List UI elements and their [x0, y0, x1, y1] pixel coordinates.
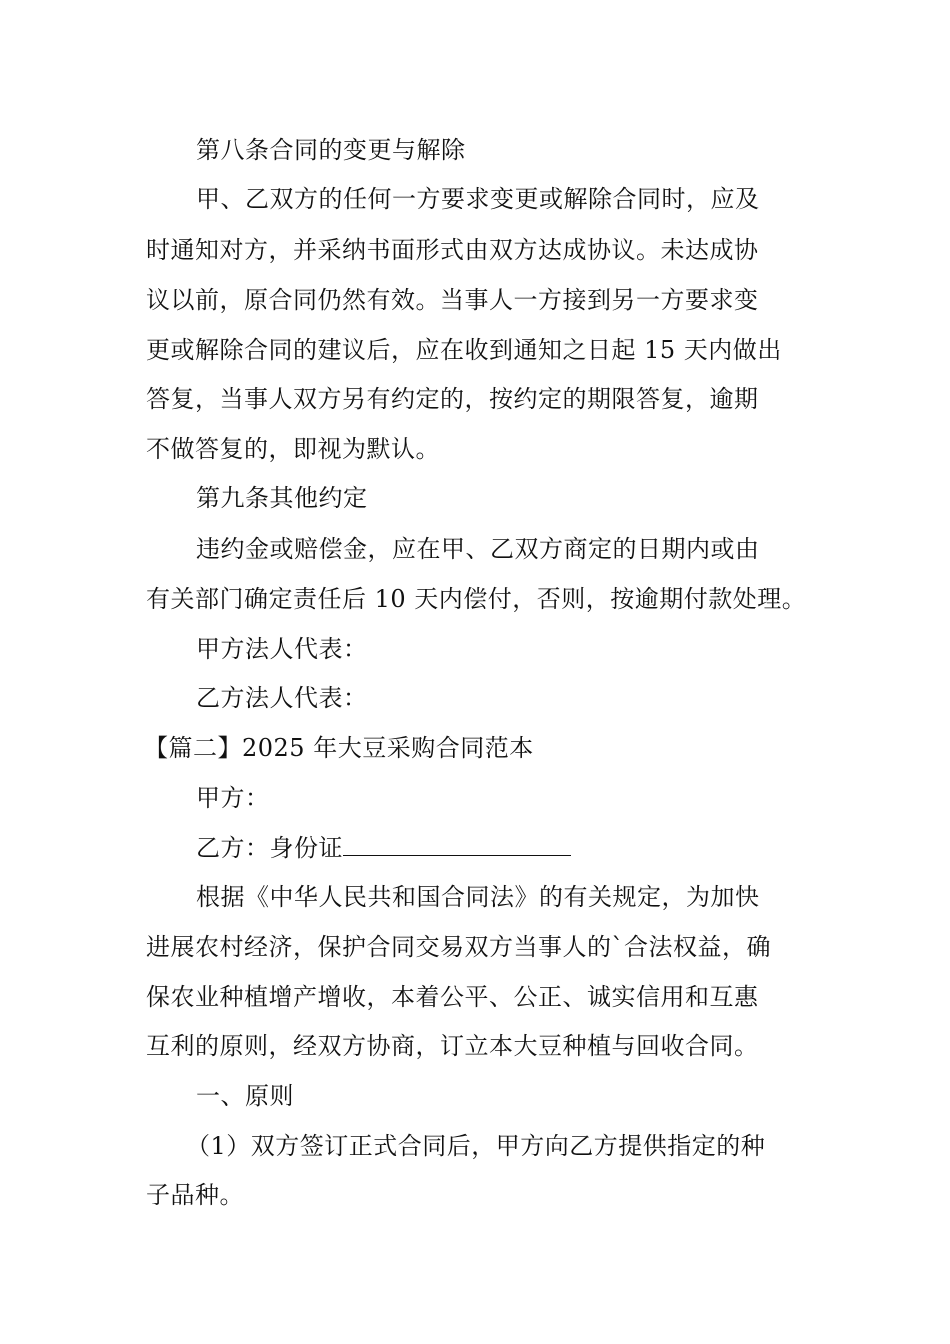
article8-line-4: 更或解除合同的建议后，应在收到通知之日起 15 天内做出 — [146, 336, 782, 364]
party-a-label: 甲方： — [196, 784, 270, 812]
article8-line-3: 议以前，原合同仍然有效。当事人一方接到另一方要求变 — [146, 286, 759, 314]
article8-line-5: 答复，当事人双方另有约定的，按约定的期限答复，逾期 — [146, 385, 759, 413]
clause1-line-1: （1）双方签订正式合同后，甲方向乙方提供指定的种 — [186, 1132, 766, 1160]
article9-heading: 第九条其他约定 — [196, 484, 368, 512]
party-b-id-line — [196, 833, 571, 863]
preamble-line-4: 互利的原则，经双方协商，订立本大豆种植与回收合同。 — [146, 1032, 759, 1060]
preamble-line-3: 保农业种植增产增收，本着公平、公正、诚实信用和互惠 — [146, 983, 759, 1011]
article8-line-2: 时通知对方，并采纳书面形式由双方达成协议。未达成协 — [146, 236, 759, 264]
article8-heading: 第八条合同的变更与解除 — [196, 136, 466, 164]
party-b-label: 乙方：身份证 — [196, 834, 343, 862]
article8-line-1: 甲、乙双方的任何一方要求变更或解除合同时，应及 — [196, 185, 760, 213]
party-b-representative: 乙方法人代表： — [196, 684, 368, 712]
article8-line-6: 不做答复的，即视为默认。 — [146, 435, 440, 463]
principle-heading: 一、原则 — [196, 1082, 294, 1110]
section-title: 【篇二】2025 年大豆采购合同范本 — [144, 734, 534, 762]
preamble-line-1: 根据《中华人民共和国合同法》的有关规定，为加快 — [196, 883, 760, 911]
id-number-blank — [343, 833, 571, 856]
article9-line-1: 违约金或赔偿金，应在甲、乙双方商定的日期内或由 — [196, 535, 760, 563]
preamble-line-2: 进展农村经济，保护合同交易双方当事人的`合法权益，确 — [146, 933, 771, 961]
article9-line-2: 有关部门确定责任后 10 天内偿付，否则，按逾期付款处理。 — [146, 585, 807, 613]
clause1-line-2: 子品种。 — [146, 1181, 244, 1209]
party-a-representative: 甲方法人代表： — [196, 635, 368, 663]
